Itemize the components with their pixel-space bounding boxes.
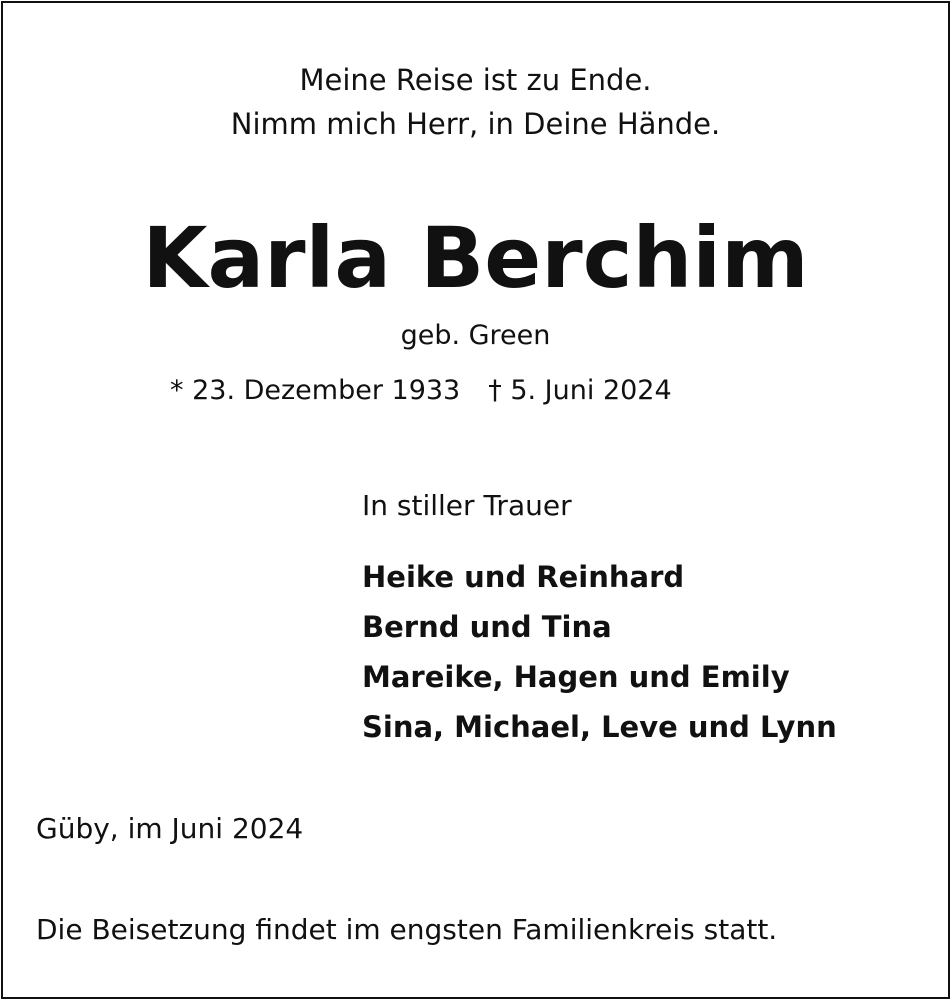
family-member-line: Sina, Michael, Leve und Lynn <box>362 710 837 744</box>
family-member-line: Heike und Reinhard <box>362 560 685 594</box>
place-date: Güby, im Juni 2024 <box>36 812 304 845</box>
mourning-intro: In stiller Trauer <box>362 489 572 522</box>
verse-line-1: Meine Reise ist zu Ende. <box>299 63 652 97</box>
deceased-name: Karla Berchim <box>142 209 809 307</box>
burial-note: Die Beisetzung findet im engsten Familienkreis statt. <box>36 913 778 946</box>
family-member-line: Bernd und Tina <box>362 610 612 644</box>
life-dates <box>170 373 672 409</box>
family-member-line: Mareike, Hagen und Emily <box>362 660 790 694</box>
death-date: † 5. Juni 2024 <box>488 375 672 406</box>
family-list <box>362 552 837 752</box>
verse-line-2: Nimm mich Herr, in Deine Hände. <box>230 107 721 141</box>
birth-name: geb. Green <box>400 320 551 351</box>
birth-date: * 23. Dezember 1933 <box>170 375 461 406</box>
